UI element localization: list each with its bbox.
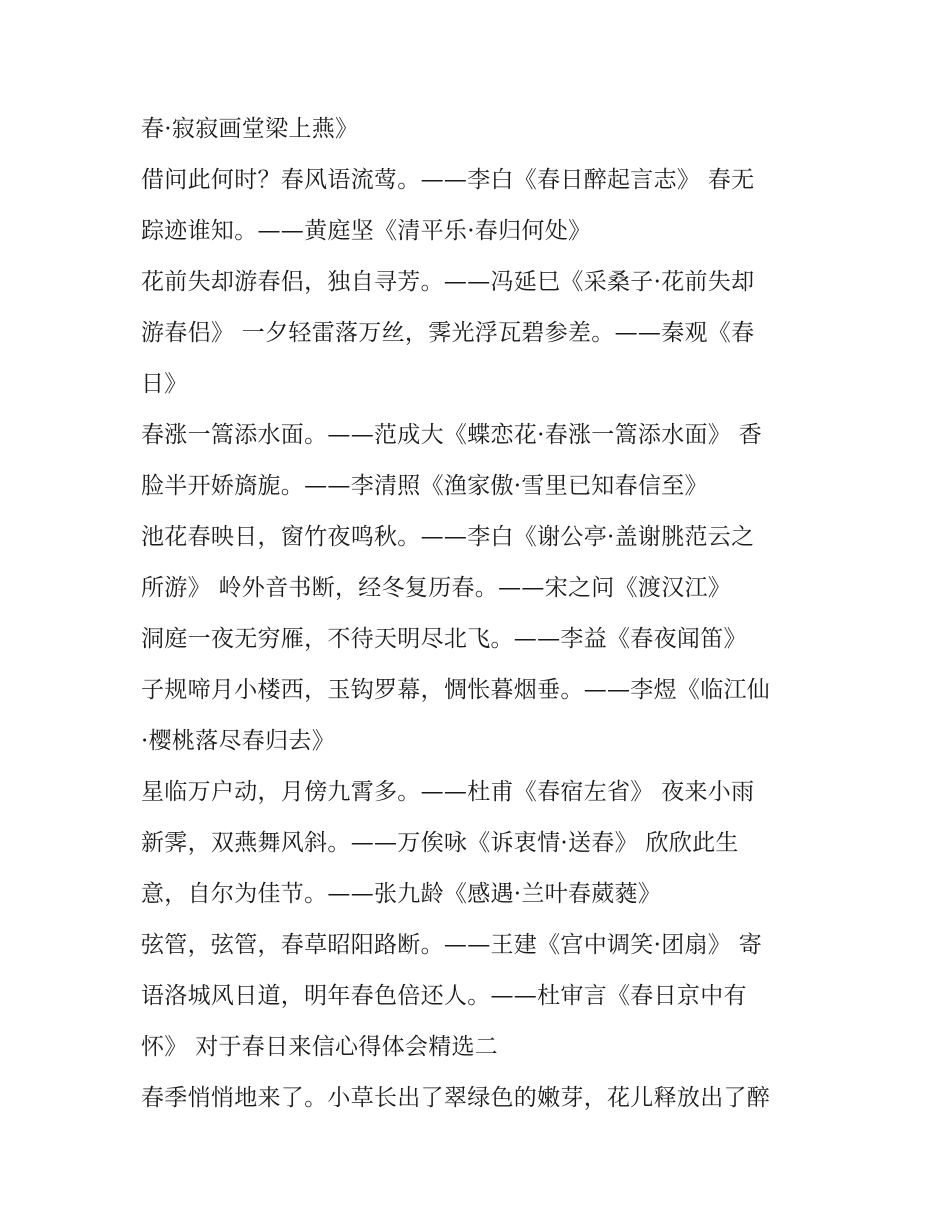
text-line: 池花春映日，窗竹夜鸣秋。——李白《谢公亭·盖谢朓范云之 — [141, 524, 755, 550]
text-line: 语洛城风日道，明年春色倍还人。——杜审言《春日京中有 — [141, 983, 747, 1009]
document-body — [141, 104, 831, 1124]
text-line: ·樱桃落尽春归去》 — [141, 728, 336, 754]
text-line: 春涨一篙添水面。——范成大《蝶恋花·春涨一篙添水面》 香 — [141, 422, 763, 448]
text-line: 借问此何时？春风语流莺。——李白《春日醉起言志》 春无 — [141, 167, 755, 193]
text-line: 新霁，双燕舞风斜。——万俟咏《诉衷情·送春》 欣欣此生 — [141, 830, 739, 856]
text-line: 洞庭一夜无穷雁，不待天明尽北飞。——李益《春夜闻笛》 — [141, 626, 747, 652]
text-line: 子规啼月小楼西，玉钩罗幕，惆怅暮烟垂。——李煜《临江仙 — [141, 677, 771, 703]
text-line: 弦管，弦管，春草昭阳路断。——王建《宫中调笑·团扇》 寄 — [141, 932, 763, 958]
text-line: 春·寂寂画堂梁上燕》 — [141, 116, 359, 142]
text-line: 星临万户动，月傍九霄多。——杜甫《春宿左省》 夜来小雨 — [141, 779, 755, 805]
text-line: 意，自尔为佳节。——张九龄《感遇·兰叶春葳蕤》 — [141, 881, 662, 907]
text-line: 游春侣》 一夕轻雷落万丝，霁光浮瓦碧参差。——秦观《春 — [141, 320, 755, 346]
text-line: 怀》 对于春日来信心得体会精选二 — [141, 1034, 499, 1060]
text-line: 日》 — [141, 371, 188, 397]
text-line: 所游》 岭外音书断，经冬复历春。——宋之问《渡汉江》 — [141, 575, 732, 601]
text-line: 花前失却游春侣，独自寻芳。——冯延巳《采桑子·花前失却 — [141, 269, 755, 295]
text-line: 春季悄悄地来了。小草长出了翠绿色的嫩芽，花儿释放出了醉 — [141, 1085, 771, 1111]
text-line: 踪迹谁知。——黄庭坚《清平乐·春归何处》 — [141, 218, 592, 244]
text-line: 脸半开娇旖旎。——李清照《渔家傲·雪里已知春信至》 — [141, 473, 708, 499]
